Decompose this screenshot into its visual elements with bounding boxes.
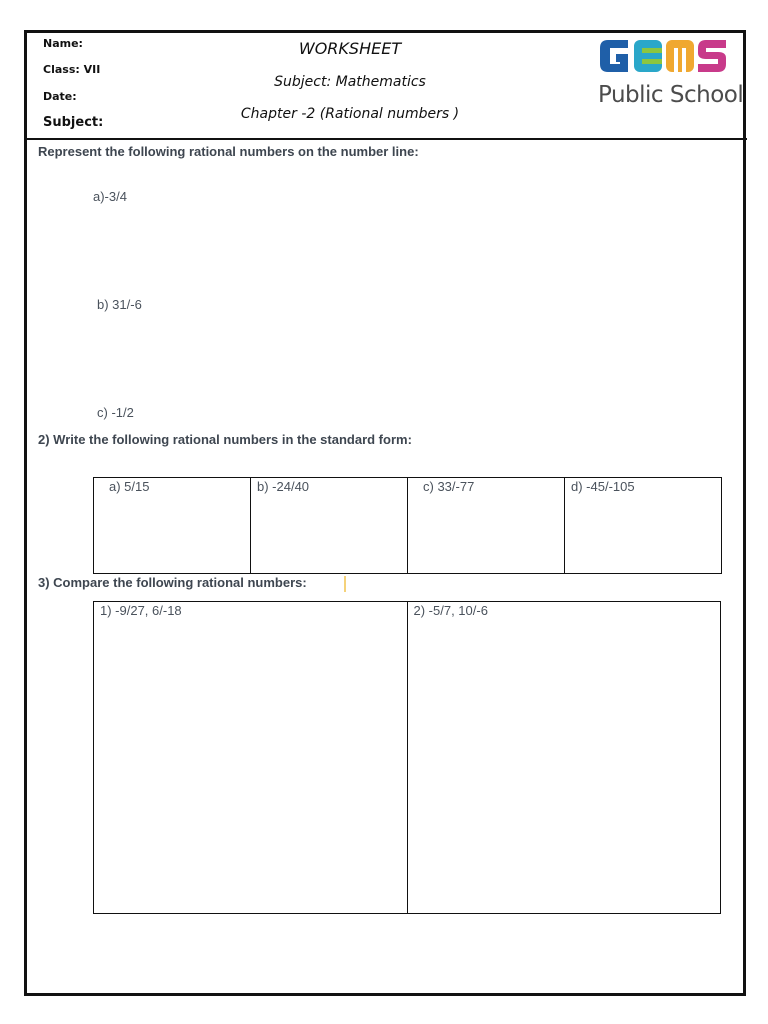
header-divider <box>27 138 747 140</box>
name-label: Name: <box>43 37 83 50</box>
gems-logo-icon <box>598 34 730 76</box>
logo-school-text: Public School <box>598 82 744 108</box>
cell-label: 2) -5/7, 10/-6 <box>413 603 488 618</box>
standard-form-cell-d <box>565 478 722 574</box>
worksheet-title: WORKSHEET <box>298 39 402 58</box>
number-line-item-c: c) -1/2 <box>97 405 134 420</box>
cell-label: a) 5/15 <box>109 479 150 494</box>
compare-cell-2 <box>407 602 721 914</box>
number-line-item-b: b) 31/-6 <box>97 297 142 312</box>
subject-line: Subject: Mathematics <box>274 74 426 90</box>
text-cursor-mark <box>344 576 346 592</box>
compare-table <box>93 601 721 914</box>
standard-form-cell-a <box>94 478 251 574</box>
class-label: Class: VII <box>43 63 101 76</box>
subject-label: Subject: <box>43 115 104 130</box>
standard-form-cell-c <box>408 478 565 574</box>
compare-cell-1 <box>94 602 408 914</box>
cell-label: b) -24/40 <box>257 479 310 494</box>
school-logo <box>598 34 744 116</box>
chapter-line: Chapter -2 (Rational numbers ) <box>240 106 460 122</box>
standard-form-cell-b <box>251 478 408 574</box>
cell-label: c) 33/-77 <box>423 479 475 494</box>
section1-heading: Represent the following rational numbers on the number line: <box>38 144 419 159</box>
cell-label: d) -45/-105 <box>571 479 635 494</box>
section3-heading: 3) Compare the following rational numbers: <box>38 575 307 590</box>
cell-label: 1) -9/27, 6/-18 <box>100 603 182 618</box>
date-label: Date: <box>43 90 77 103</box>
number-line-item-a: a)-3/4 <box>93 189 127 204</box>
section2-heading: 2) Write the following rational numbers in the standard form: <box>38 432 412 447</box>
standard-form-table <box>93 477 722 574</box>
